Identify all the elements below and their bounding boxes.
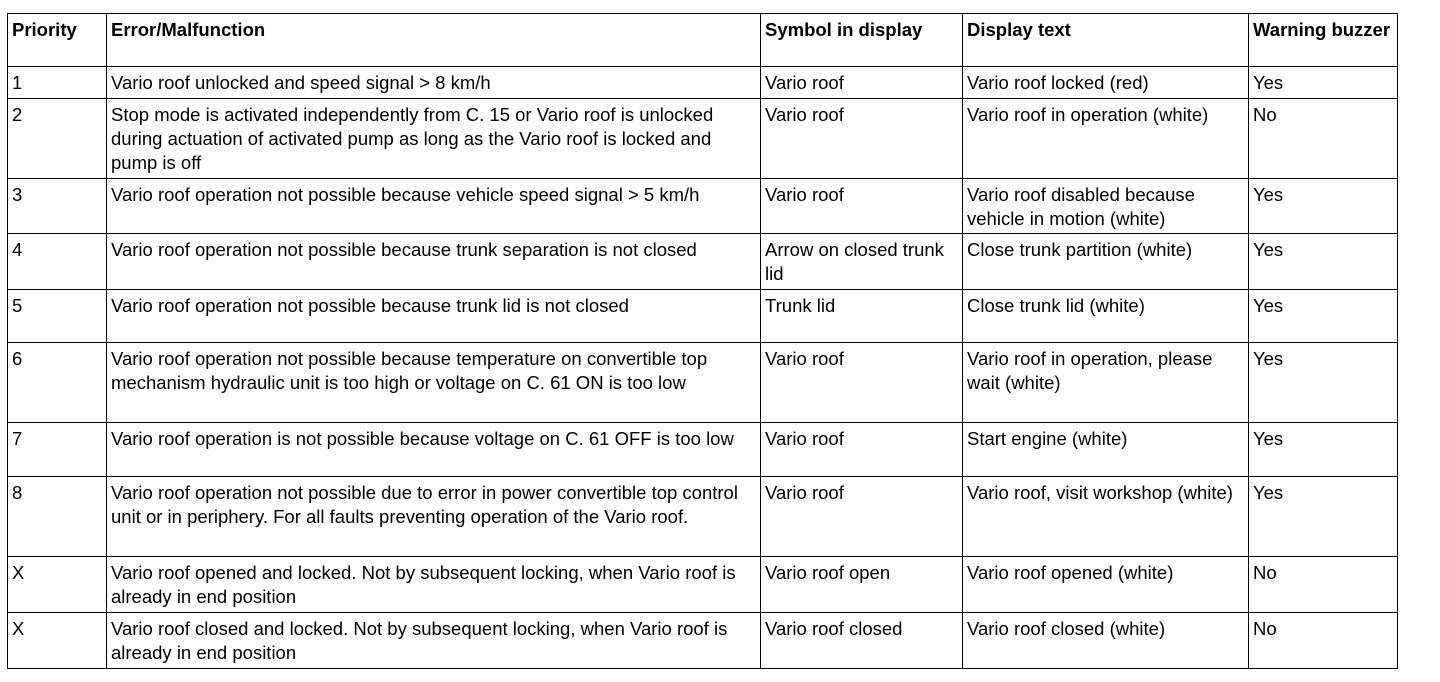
cell-error: Vario roof opened and locked. Not by subsequent locking, when Vario roof is already in end position (107, 557, 761, 613)
cell-symbol: Trunk lid (761, 290, 963, 343)
cell-error: Vario roof operation is not possible because voltage on C. 61 OFF is too low (107, 423, 761, 477)
cell-error: Vario roof operation not possible because trunk separation is not closed (107, 234, 761, 290)
cell-priority: 3 (8, 179, 107, 234)
cell-symbol: Vario roof (761, 99, 963, 179)
cell-display-text: Vario roof closed (white) (963, 613, 1249, 669)
cell-symbol: Vario roof (761, 477, 963, 557)
cell-priority: 5 (8, 290, 107, 343)
cell-display-text: Vario roof in operation (white) (963, 99, 1249, 179)
header-error-malfunction: Error/Malfunction (107, 14, 761, 67)
header-warning-buzzer: Warning buzzer (1249, 14, 1398, 67)
cell-display-text: Vario roof opened (white) (963, 557, 1249, 613)
cell-error: Vario roof unlocked and speed signal > 8 km/h (107, 67, 761, 99)
table-row (8, 423, 1398, 477)
cell-symbol: Vario roof (761, 179, 963, 234)
table-row (8, 477, 1398, 557)
cell-display-text: Close trunk partition (white) (963, 234, 1249, 290)
header-priority: Priority (8, 14, 107, 67)
cell-priority: X (8, 613, 107, 669)
cell-priority: 7 (8, 423, 107, 477)
cell-priority: 8 (8, 477, 107, 557)
cell-buzzer: Yes (1249, 67, 1398, 99)
cell-symbol: Vario roof (761, 343, 963, 423)
cell-priority: 2 (8, 99, 107, 179)
cell-display-text: Vario roof in operation, please wait (white) (963, 343, 1249, 423)
cell-buzzer: Yes (1249, 290, 1398, 343)
table-row (8, 343, 1398, 423)
cell-display-text: Start engine (white) (963, 423, 1249, 477)
table-row (8, 557, 1398, 613)
cell-symbol: Arrow on closed trunk lid (761, 234, 963, 290)
cell-priority: 4 (8, 234, 107, 290)
cell-symbol: Vario roof closed (761, 613, 963, 669)
cell-error: Vario roof operation not possible because trunk lid is not closed (107, 290, 761, 343)
cell-error: Stop mode is activated independently from C. 15 or Vario roof is unlocked during actuation of activated pump as long as the Vario roof is locked and pump is off (107, 99, 761, 179)
cell-error: Vario roof closed and locked. Not by subsequent locking, when Vario roof is already in end position (107, 613, 761, 669)
cell-display-text: Vario roof disabled because vehicle in motion (white) (963, 179, 1249, 234)
cell-buzzer: Yes (1249, 477, 1398, 557)
cell-priority: X (8, 557, 107, 613)
table-header-row (8, 14, 1398, 67)
cell-priority: 1 (8, 67, 107, 99)
cell-display-text: Close trunk lid (white) (963, 290, 1249, 343)
cell-buzzer: Yes (1249, 179, 1398, 234)
cell-error: Vario roof operation not possible because temperature on convertible top mechanism hydraulic unit is too high or voltage on C. 61 ON is too low (107, 343, 761, 423)
table-row (8, 179, 1398, 234)
header-symbol-in-display: Symbol in display (761, 14, 963, 67)
cell-priority: 6 (8, 343, 107, 423)
header-display-text: Display text (963, 14, 1249, 67)
cell-display-text: Vario roof, visit workshop (white) (963, 477, 1249, 557)
table-row (8, 99, 1398, 179)
cell-error: Vario roof operation not possible because vehicle speed signal > 5 km/h (107, 179, 761, 234)
cell-buzzer: Yes (1249, 234, 1398, 290)
cell-buzzer: No (1249, 613, 1398, 669)
cell-symbol: Vario roof (761, 423, 963, 477)
cell-buzzer: No (1249, 99, 1398, 179)
fault-priority-table (7, 13, 1398, 669)
table-row (8, 234, 1398, 290)
table-row (8, 613, 1398, 669)
table-row (8, 290, 1398, 343)
cell-buzzer: Yes (1249, 423, 1398, 477)
cell-error: Vario roof operation not possible due to error in power convertible top control unit or in periphery. For all faults preventing operation of the Vario roof. (107, 477, 761, 557)
cell-buzzer: No (1249, 557, 1398, 613)
cell-symbol: Vario roof open (761, 557, 963, 613)
cell-display-text: Vario roof locked (red) (963, 67, 1249, 99)
cell-buzzer: Yes (1249, 343, 1398, 423)
cell-symbol: Vario roof (761, 67, 963, 99)
table-row (8, 67, 1398, 99)
